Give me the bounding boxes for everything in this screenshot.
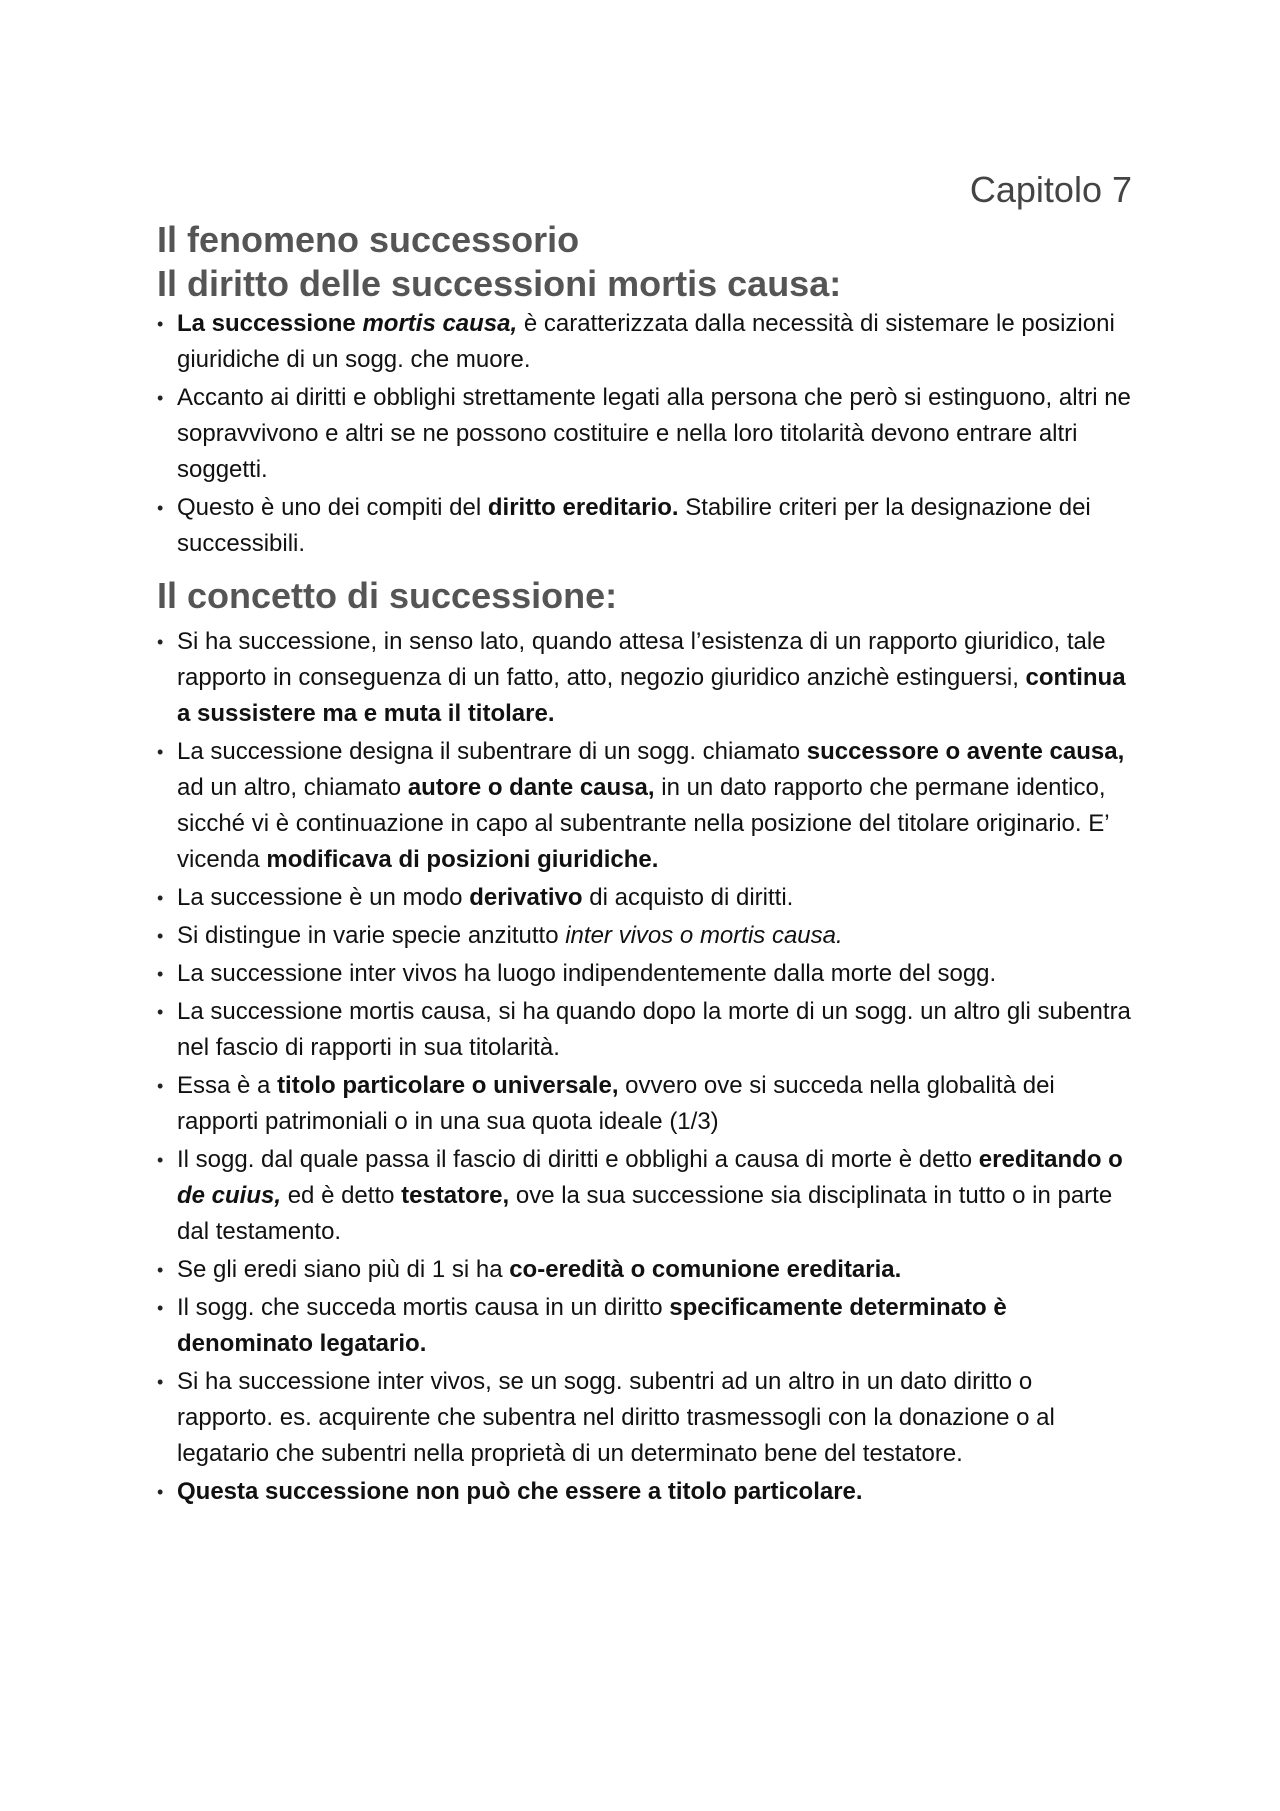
list-item-text: Se gli eredi siano più di 1 si ha xyxy=(177,1256,510,1283)
list-item-text: di acquisto di diritti. xyxy=(582,884,794,911)
list-item-text: La successione xyxy=(177,310,363,337)
list-item-text: ove la sua successione sia disciplinata in tutto o in parte dal testamento. xyxy=(177,1182,1113,1245)
section-heading-concetto-successione: Il concetto di successione: xyxy=(157,575,618,616)
list-item-text: specificamente determinato è denominato legatario. xyxy=(177,1294,1007,1357)
document-page xyxy=(157,168,1132,1512)
list-item xyxy=(157,306,1132,378)
list-item-text xyxy=(177,1182,281,1209)
list-item-text: La successione designa il subentrare di un sogg. chiamato xyxy=(177,738,807,765)
list-item-text: inter vivos o mortis causa. xyxy=(565,922,843,949)
list-item-text: Si distingue in varie specie anzitutto xyxy=(177,922,566,949)
list-item xyxy=(157,918,1132,954)
list-item-text: La successione è un modo xyxy=(177,884,470,911)
bullet-list-section2 xyxy=(157,624,1132,1510)
list-item-text: Stabilire criteri per la designazione dei successibili. xyxy=(177,494,1091,557)
list-item-text xyxy=(362,310,517,337)
list-item-text: autore o dante causa, xyxy=(407,774,655,801)
list-item-text: titolo particolare o universale, xyxy=(277,1072,619,1099)
list-item-text: Questa successione non può che essere a titolo particolare. xyxy=(177,1478,863,1505)
list-item xyxy=(157,1142,1132,1250)
list-item xyxy=(157,624,1132,732)
list-item-text: continua a sussistere ma e muta il titolare. xyxy=(177,664,1126,727)
list-item-text: Questo è uno dei compiti del xyxy=(177,494,488,521)
list-item xyxy=(157,994,1132,1066)
list-item-text: successore o avente causa, xyxy=(806,738,1125,765)
list-item-text: Il sogg. che succeda mortis causa in un diritto xyxy=(177,1294,670,1321)
list-item xyxy=(157,1068,1132,1140)
list-item-text: è caratterizzata dalla necessità di sistemare le posizioni giuridiche di un sogg. che muore. xyxy=(177,310,1115,373)
list-item-text: diritto ereditario. xyxy=(487,494,679,521)
list-item-text: Si ha successione inter vivos, se un sogg. subentri ad un altro in un dato diritto o rapporto. es. acquirente che subentra nel diritto trasmessogli con la donazione o al legatario che subentri nella proprietà di un determinato bene del testatore. xyxy=(177,1368,1055,1467)
list-item-text: Il sogg. dal quale passa il fascio di diritti e obblighi a causa di morte è detto xyxy=(177,1146,979,1173)
document-title: Il fenomeno successorio xyxy=(157,219,580,260)
section-heading-diritto-successioni: Il diritto delle successioni mortis causa: xyxy=(157,263,842,304)
list-item-text: Accanto ai diritti e obblighi strettamente legati alla persona che però si estinguono, altri ne sopravvivono e altri se ne possono costituire e nella loro titolarità devono entrare altri soggetti. xyxy=(177,384,1131,483)
list-item xyxy=(157,1252,1132,1288)
list-item-text: mortis causa, xyxy=(362,310,518,337)
list-item-text: in un dato rapporto che permane identico, sicché vi è continuazione in capo al subentrante nella posizione del titolare originario. E’ vicenda xyxy=(177,774,1109,873)
list-item-text: La successione inter vivos ha luogo indipendentemente dalla morte del sogg. xyxy=(177,960,997,987)
list-item xyxy=(157,734,1132,878)
list-item-text: ed è detto xyxy=(281,1182,402,1209)
list-item-text: La successione mortis causa, si ha quando dopo la morte di un sogg. un altro gli subentra nel fascio di rapporti in sua titolarità. xyxy=(177,998,1131,1061)
list-item xyxy=(157,1290,1132,1362)
list-item-text: ad un altro, chiamato xyxy=(177,774,408,801)
list-item-text: modificava di posizioni giuridiche. xyxy=(266,846,659,873)
list-item-text: testatore, xyxy=(401,1182,510,1209)
list-item xyxy=(157,956,1132,992)
list-item-text: ovvero ove si succeda nella globalità dei rapporti patrimoniali o in una sua quota ideale (1/3) xyxy=(177,1072,1055,1135)
list-item xyxy=(157,1474,1132,1510)
list-item xyxy=(157,1364,1132,1472)
list-item-text: Essa è a xyxy=(177,1072,278,1099)
bullet-list-section1 xyxy=(157,306,1132,562)
list-item-text: de cuius, xyxy=(177,1182,282,1209)
list-item-text: co-eredità o comunione ereditaria. xyxy=(509,1256,902,1283)
list-item-text: derivativo xyxy=(469,884,583,911)
list-item xyxy=(157,380,1132,488)
list-item xyxy=(157,490,1132,562)
list-item-text: ereditando o xyxy=(978,1146,1123,1173)
list-item xyxy=(157,880,1132,916)
chapter-label: Capitolo 7 xyxy=(969,169,1132,210)
list-item-text: Si ha successione, in senso lato, quando attesa l’esistenza di un rapporto giuridico, tale rapporto in conseguenza di un fatto, atto, negozio giuridico anzichè estinguersi, xyxy=(177,628,1106,691)
